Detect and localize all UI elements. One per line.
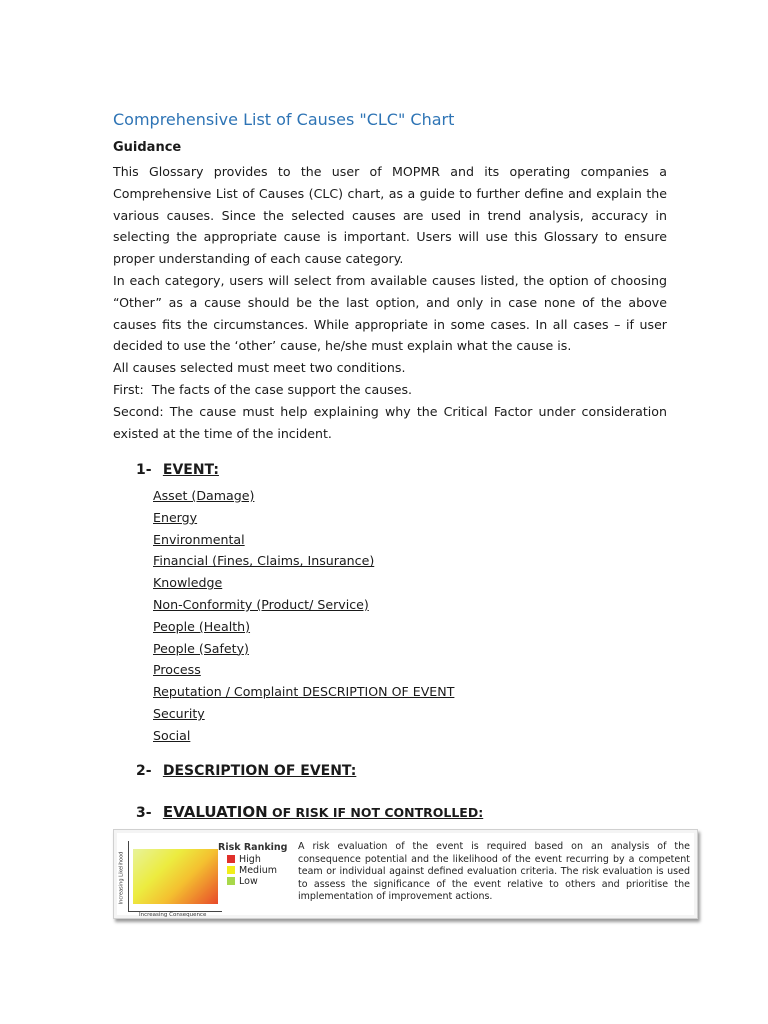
event-item-people-health[interactable]: People (Health) bbox=[153, 618, 251, 634]
legend-swatch-medium bbox=[227, 866, 235, 874]
paragraph-conditions: All causes selected must meet two conditions. bbox=[113, 360, 406, 376]
document-title: Comprehensive List of Causes "CLC" Chart bbox=[113, 110, 455, 129]
event-item-non-conformity[interactable]: Non-Conformity (Product/ Service) bbox=[153, 596, 369, 612]
risk-ranking-figure bbox=[113, 829, 698, 919]
paragraph-intro: This Glossary provides to the user of MOPMR and its operating companies a Comprehensive List of Causes (CLC) chart, as a guide to further define and explain the various causes. Since the selected causes are used in trend analysis, accuracy in selecting the appropriate cause is important. Users will use this Glossary to ensure proper understanding of each cause category. bbox=[113, 164, 667, 267]
section-number: 3- bbox=[136, 805, 152, 821]
risk-evaluation-description: A risk evaluation of the event is required based on an analysis of the consequence potential and the likelihood of the event recurring by a competent team or individual against defined evaluation criteria. The risk evaluation is used to assess the significance of the event relative to others and prioritise the implementation of improvement actions. bbox=[298, 841, 690, 902]
section-label bbox=[163, 803, 483, 821]
legend-item-low bbox=[227, 876, 258, 887]
legend-swatch-low bbox=[227, 877, 235, 885]
event-item-list bbox=[153, 485, 454, 747]
event-item-financial[interactable]: Financial (Fines, Claims, Insurance) bbox=[153, 553, 375, 569]
figure-canvas bbox=[117, 833, 694, 918]
event-item-environmental[interactable]: Environmental bbox=[153, 531, 245, 547]
y-axis-label: Increasing Likelihood bbox=[118, 851, 125, 905]
risk-matrix-gradient bbox=[133, 849, 218, 904]
legend-label: High bbox=[239, 854, 261, 865]
event-item-people-safety[interactable]: People (Safety) bbox=[153, 640, 249, 656]
event-item-knowledge[interactable]: Knowledge bbox=[153, 575, 223, 591]
guidance-heading: Guidance bbox=[113, 140, 182, 155]
legend-label: Medium bbox=[239, 865, 277, 876]
section-label-main: EVALUATION bbox=[162, 803, 268, 821]
event-item-process[interactable]: Process bbox=[153, 662, 201, 678]
section-event-heading bbox=[136, 462, 219, 478]
section-label: DESCRIPTION OF EVENT: bbox=[162, 763, 357, 779]
paragraph-selection: In each category, users will select from available causes listed, the option of choosing “Other” as a cause should be the last option, and only in case none of the above causes fits the circumstances. While appropriate in some cases. In all cases – if user decided to use the ‘other’ cause, he/she must explain what the cause is. bbox=[113, 272, 667, 354]
event-item-asset[interactable]: Asset (Damage) bbox=[153, 488, 255, 503]
section-description-heading bbox=[136, 763, 356, 779]
section-evaluation-heading bbox=[136, 803, 483, 821]
paragraph-first: First: The facts of the case support the causes. bbox=[113, 381, 413, 397]
section-label-rest: OF RISK IF NOT CONTROLLED: bbox=[267, 805, 484, 820]
paragraph-second: Second: The cause must help explaining why the Critical Factor under consideration existed at the time of the incident. bbox=[113, 403, 667, 441]
legend-item-high bbox=[227, 854, 261, 865]
event-item-social[interactable]: Social bbox=[153, 727, 191, 743]
risk-ranking-title: Risk Ranking bbox=[218, 842, 288, 853]
legend-label: Low bbox=[239, 876, 258, 887]
section-label: EVENT: bbox=[162, 462, 219, 478]
section-number: 1- bbox=[136, 462, 152, 478]
event-item-energy[interactable]: Energy bbox=[153, 509, 198, 525]
event-item-security[interactable]: Security bbox=[153, 705, 205, 721]
x-axis-label: Increasing Consequence bbox=[139, 912, 207, 918]
guidance-body bbox=[113, 161, 667, 444]
section-number: 2- bbox=[136, 763, 152, 779]
likelihood-axis bbox=[128, 841, 129, 912]
event-item-reputation[interactable]: Reputation / Complaint DESCRIPTION OF EVENT bbox=[153, 684, 455, 700]
legend-swatch-high bbox=[227, 855, 235, 863]
legend-item-medium bbox=[227, 865, 277, 876]
